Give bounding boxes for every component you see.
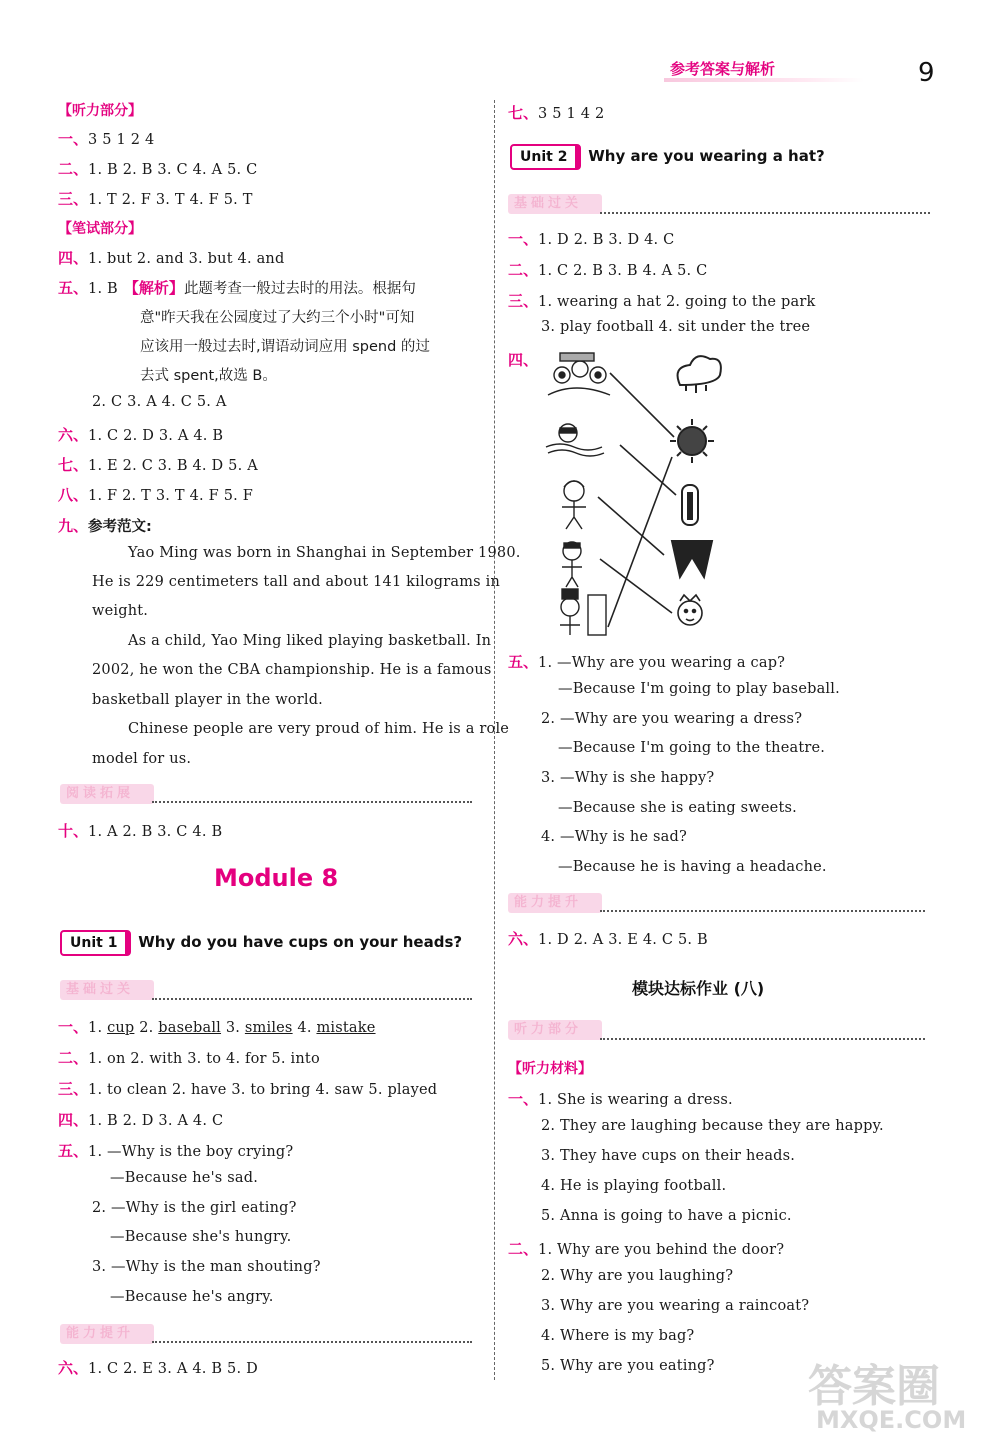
answer-line: 一、1. cup 2. baseball 3. smiles 4. mistake (58, 1018, 376, 1036)
answer-line: —Because she is eating sweets. (558, 800, 797, 816)
answer-line: 九、参考范文: (58, 517, 152, 535)
picnic-picture (548, 353, 610, 395)
answer-line: 二、1. Why are you behind the door? (508, 1240, 785, 1258)
answer-line: 3. —Why is the man shouting? (92, 1259, 321, 1275)
written-label: 【笔试部分】 (58, 221, 142, 237)
listen-label: 【听力部分】 (58, 103, 142, 119)
answer-line: 2. Why are you laughing? (541, 1268, 734, 1284)
unit-heading (60, 930, 462, 956)
kid-hat-picture (560, 589, 606, 635)
dotted-rule (600, 1038, 925, 1040)
answer-line: 二、1. C 2. B 3. B 4. A 5. C (508, 261, 708, 279)
answer-line: 3. play football 4. sit under the tree (541, 319, 811, 335)
dotted-rule (600, 212, 930, 214)
answer-line: 八、1. F 2. T 3. T 4. F 5. F (58, 486, 253, 504)
column-divider (494, 100, 495, 1380)
answer-line: 十、1. A 2. B 3. C 4. B (58, 822, 223, 840)
section-stamp: 基础过关 (60, 980, 154, 1000)
answer-line: 二、1. B 2. B 3. C 4. A 5. C (58, 160, 258, 178)
essay-line: basketball player in the world. (92, 692, 323, 708)
answer-line: 四、1. but 2. and 3. but 4. and (58, 249, 285, 267)
answer-line: 一、3 5 1 2 4 (58, 130, 155, 148)
listen-material-label: 【听力材料】 (508, 1061, 592, 1077)
section-stamp: 听力部分 (508, 1020, 602, 1040)
answer-line: 五、1. B 【解析】此题考查一般过去时的用法。根据句 (58, 279, 416, 297)
answer-line: 2. C 3. A 4. C 5. A (92, 394, 227, 410)
answer-line: 六、1. C 2. D 3. A 4. B (58, 426, 224, 444)
answer-line: 3. They have cups on their heads. (541, 1148, 796, 1164)
answer-line: 4. —Why is he sad? (541, 829, 687, 845)
answer-line: 2. They are laughing because they are happy. (541, 1118, 884, 1134)
swimmer-picture (546, 424, 604, 456)
answer-line: —Because he is having a headache. (558, 859, 827, 875)
answer-line: —Because I'm going to the theatre. (558, 740, 826, 756)
dotted-rule (152, 998, 472, 1000)
section-stamp: 阅读拓展 (60, 784, 154, 804)
answer-line: 四、1. B 2. D 3. A 4. C (58, 1111, 224, 1129)
wind-icon (672, 541, 712, 577)
answer-line: —Because I'm going to play baseball. (558, 681, 840, 697)
essay-line: He is 229 centimeters tall and about 141 kilograms in (92, 574, 501, 590)
essay-line: Chinese people are very proud of him. He is a role (128, 721, 510, 737)
answer-line: 三、1. to clean 2. have 3. to bring 4. saw 5. played (58, 1080, 438, 1098)
watermark-logo: 答案圈 (808, 1361, 940, 1412)
face-icon (678, 595, 702, 625)
girl-picture (562, 542, 582, 587)
header-bar (664, 78, 864, 82)
essay-line: weight. (92, 603, 149, 619)
match-lines (598, 373, 676, 627)
answer-mark: 四、 (508, 351, 539, 369)
answer-line: 七、1. E 2. C 3. B 4. D 5. A (58, 456, 258, 474)
essay-line: As a child, Yao Ming liked playing basketball. In (128, 633, 492, 649)
essay-line: model for us. (92, 751, 192, 767)
answer-line: 七、3 5 1 4 2 (508, 104, 605, 122)
answer-line: 六、1. D 2. A 3. E 4. C 5. B (508, 930, 708, 948)
header-title: 参考答案与解析 (670, 60, 776, 78)
essay-line: Yao Ming was born in Shanghai in September 1980. (128, 545, 521, 561)
answer-line: 五、1. —Why are you wearing a cap? (508, 653, 786, 671)
answer-line: 3. Why are you wearing a raincoat? (541, 1298, 810, 1314)
answer-line: —Because he's sad. (110, 1170, 259, 1186)
answer-line: 五、1. —Why is the boy crying? (58, 1142, 294, 1160)
answer-line: 二、1. on 2. with 3. to 4. for 5. into (58, 1049, 320, 1067)
section-title: 模块达标作业 (八) (632, 979, 765, 998)
unit-badge: Unit 2 (510, 144, 581, 170)
cloud-icon (678, 356, 721, 393)
answer-line: 六、1. C 2. E 3. A 4. B 5. D (58, 1359, 258, 1377)
dotted-rule (152, 1341, 472, 1343)
answer-line: —Because she's hungry. (110, 1229, 292, 1245)
unit-title: Why are you wearing a hat? (588, 147, 825, 165)
answer-line: 4. Where is my bag? (541, 1328, 695, 1344)
analysis-line: 去式 spent,故选 B。 (140, 368, 277, 384)
answer-line: 3. —Why is she happy? (541, 770, 715, 786)
analysis-line: 意"昨天我在公园度过了大约三个小时"可知 (140, 310, 415, 326)
thermometer-icon (682, 485, 698, 525)
answer-line: 2. —Why are you wearing a dress? (541, 711, 803, 727)
essay-line: 2002, he won the CBA championship. He is a famous (92, 662, 492, 678)
page-number: 9 (918, 58, 935, 88)
answer-line: 4. He is playing football. (541, 1178, 727, 1194)
watermark-url: MXQE.COM (816, 1406, 967, 1434)
answer-line: 一、1. D 2. B 3. D 4. C (508, 230, 675, 248)
section-stamp: 基础过关 (508, 194, 602, 214)
unit-title: Why do you have cups on your heads? (138, 933, 463, 951)
unit-heading (510, 144, 825, 170)
matching-illustration (540, 345, 730, 645)
analysis-line: 应该用一般过去时,谓语动词应用 spend 的过 (140, 339, 430, 355)
answer-line: 2. —Why is the girl eating? (92, 1200, 297, 1216)
answer-line: 三、1. T 2. F 3. T 4. F 5. T (58, 190, 253, 208)
answer-line: 5. Anna is going to have a picnic. (541, 1208, 792, 1224)
sun-icon (670, 419, 714, 463)
section-stamp: 能力提升 (508, 893, 602, 913)
answer-line: 5. Why are you eating? (541, 1358, 715, 1374)
answer-line: 三、1. wearing a hat 2. going to the park (508, 292, 816, 310)
module-title: Module 8 (214, 864, 339, 892)
unit-badge: Unit 1 (60, 930, 131, 956)
dotted-rule (600, 910, 925, 912)
answer-line: —Because he's angry. (110, 1289, 274, 1305)
section-stamp: 能力提升 (60, 1324, 154, 1344)
boy-picture (562, 481, 586, 529)
dotted-rule (152, 801, 472, 803)
answer-line: 一、1. She is wearing a dress. (508, 1090, 733, 1108)
